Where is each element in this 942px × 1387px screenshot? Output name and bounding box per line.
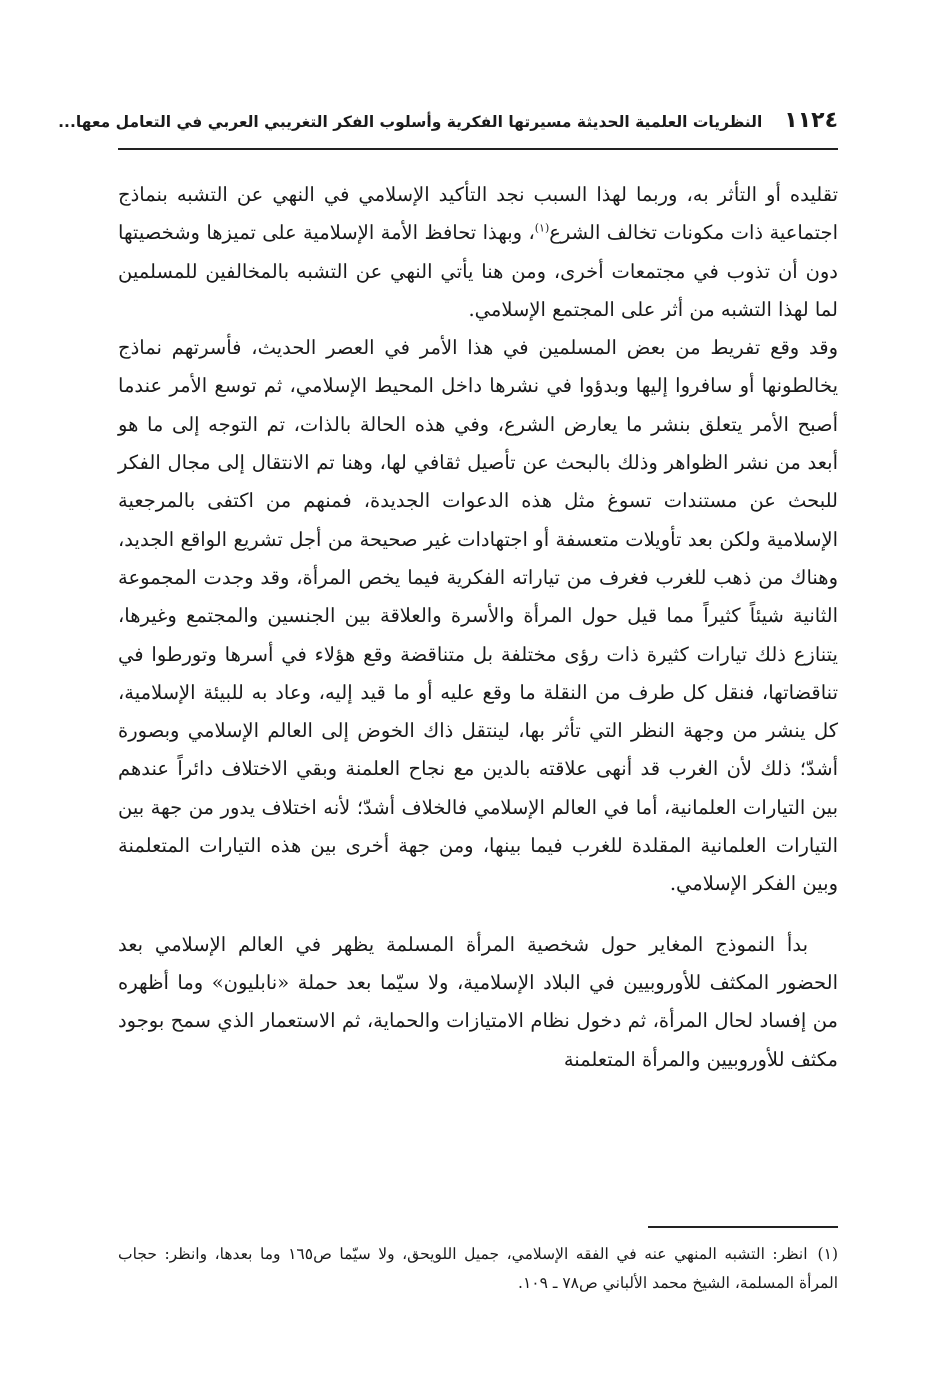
- running-header: [58, 108, 838, 150]
- running-title: النظريات العلمية الحديثة مسيرتها الفكرية وأسلوب الفكر التغريبي العربي في التعامل معها...: [58, 113, 763, 131]
- footnote-divider: [648, 1226, 838, 1228]
- page-number: ١١٢٤: [784, 108, 838, 133]
- footnote: [118, 1240, 838, 1298]
- paragraph-3: بدأ النموذج المغاير حول شخصية المرأة المسلمة يظهر في العالم الإسلامي بعد الحضور المكثف للأوروبيين في البلاد الإسلامية، ولا سيّما بعد حملة «نابليون» وما أظهره من إفساد لحال المرأة، ثم دخول نظام الامتيازات والحماية، ثم الاستعمار الذي سمح بوجود مكثف للأوروبيين والمرأة المتعلمنة: [118, 932, 839, 1071]
- paragraph-1-text-a: تقليده أو التأثر به، وربما لهذا السبب نجد التأكيد الإسلامي في النهي عن التشبه بنماذج اجتماعية ذات مكونات تخالف الشرع: [118, 183, 838, 245]
- paragraph-1-text-b: ، وبهذا تحافظ الأمة الإسلامية على تميزها وشخصيتها دون أن تذوب في مجتمعات أخرى، ومن هنا يأتي النهي عن التشبه بالمخالفين للمسلمين لما لهذا التشبه من أثر على المجتمع الإسلامي.: [118, 221, 838, 321]
- paragraph-1: [118, 176, 838, 329]
- footnote-text: انظر: التشبه المنهي عنه في الفقه الإسلامي، جميل اللويحق، ولا سيّما ص١٦٥ وما بعدها، وانظر: حجاب المرأة المسلمة، الشيخ محمد الألباني ص٧٨ ـ ١٠٩.: [118, 1245, 838, 1292]
- main-text: [118, 176, 838, 1079]
- footnote-reference: (١): [534, 221, 550, 235]
- footnote-number: (١): [817, 1245, 838, 1263]
- paragraph-2: وقد وقع تفريط من بعض المسلمين في هذا الأمر في العصر الحديث، فأسرتهم نماذج يخالطونها أو سافروا إليها وبدؤوا في نشرها داخل المحيط الإسلامي، ثم توسع الأمر عندما أصبح الأمر يتعلق بنشر ما يعارض الشرع، وفي هذه الحالة بالذات، تم التوجه إلى ما هو أبعد من نشر الظواهر وذلك بالبحث عن تأصيل ثقافي لها، وهنا تم الانتقال إلى مجال الفكر للبحث عن مستندات تسوغ مثل هذه الدعوات الجديدة، فمنهم من اكتفى بالمرجعية الإسلامية ولكن بعد تأويلات متعسفة أو اجتهادات غير صحيحة من أجل تشريع الواقع الجديد، وهناك من ذهب للغرب فغرف من تياراته الفكرية فيما يخص المرأة، وقد وجدت المجموعة الثانية شيئاً كثيراً مما قيل حول المرأة والأسرة والعلاقة بين الجنسين والمجتمع وغيرها، يتنازع ذلك تيارات كثيرة ذات رؤى مختلفة بل متناقضة وقع هؤلاء في أسرها وتورطوا في تناقضاتها، فنقل كل طرف من النقلة ما وقع عليه أو ما قيد إليه، وعاد به للبيئة الإسلامية، كل ينشر من وجهة النظر التي تأثر بها، لينتقل ذاك الخوض إلى العالم الإسلامي وبصورة أشدّ؛ ذلك لأن الغرب قد أنهى علاقته بالدين مع نجاح العلمنة وبقي الاختلاف دائراً عندهم بين التيارات العلمانية، أما في العالم الإسلامي فالخلاف أشدّ؛ لأنه اختلاف يدور من جهة بين التيارات العلمانية المقلدة للغرب فيما بينها، ومن جهة أخرى بين هذه التيارات المتعلمنة وبين الفكر الإسلامي.: [118, 336, 838, 896]
